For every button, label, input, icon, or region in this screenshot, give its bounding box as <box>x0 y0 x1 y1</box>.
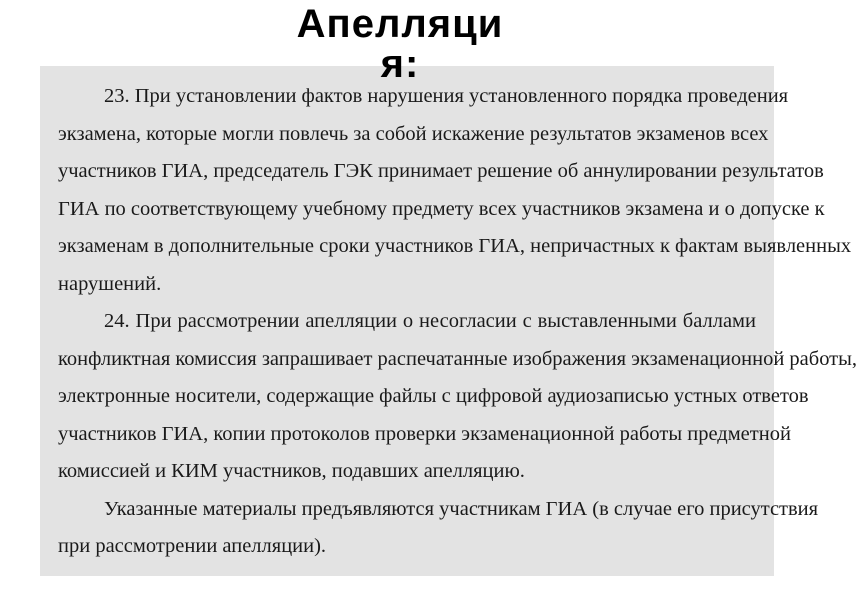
paragraph-24 <box>58 303 857 491</box>
slide-title-line-2: я: <box>380 42 420 86</box>
text-line: 24. При рассмотрении апелляции о несогласии с выставленными баллами <box>104 310 756 332</box>
text-line: при рассмотрении апелляции). <box>58 535 327 557</box>
paragraph-materials <box>58 491 819 566</box>
scanned-document <box>40 66 857 576</box>
text-line: комиссией и КИМ участников, подавших апелляцию. <box>58 460 525 482</box>
text-line: экзамена, которые могли повлечь за собой искажение результатов экзаменов всех <box>58 122 769 145</box>
text-line: электронные носители, содержащие файлы с цифровой аудиозаписью устных ответов <box>58 385 809 407</box>
text-line: участников ГИА, копии протоколов проверки экзаменационной работы предметной <box>58 422 791 445</box>
slide-title-line-1: Апелляци <box>296 2 504 46</box>
text-line: 23. При установлении фактов нарушения установленного порядка проведения <box>104 85 789 107</box>
text-line: конфликтная комиссия запрашивает распечатанные изображения экзаменационной работы, <box>58 347 857 370</box>
text-line: Указанные материалы предъявляются участникам ГИА (в случае его присутствия <box>104 497 819 520</box>
text-line: ГИА по соответствующему учебному предмету всех участников экзамена и о допуске к <box>58 197 825 220</box>
text-line: участников ГИА, председатель ГЭК принимает решение об аннулировании результатов <box>58 160 824 182</box>
paragraph-23 <box>58 78 852 303</box>
slide-title <box>0 4 800 84</box>
text-line: экзаменам в дополнительные сроки участников ГИА, непричастных к фактам выявленных <box>58 235 852 257</box>
text-line: нарушений. <box>58 272 162 295</box>
